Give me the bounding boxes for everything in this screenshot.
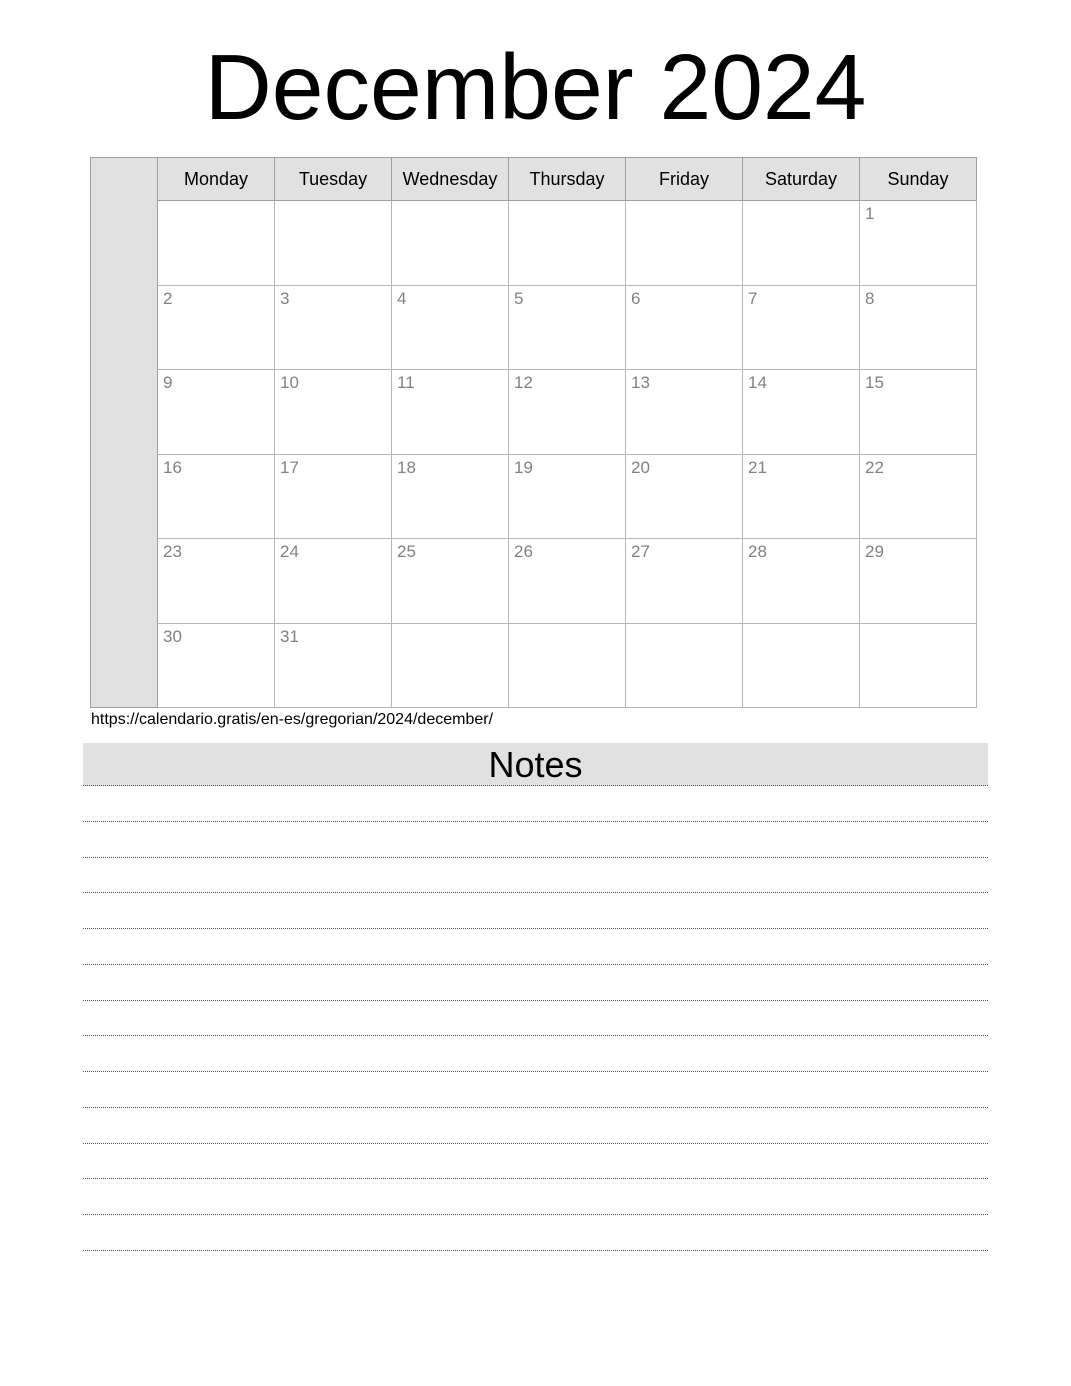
note-line: [83, 1072, 988, 1108]
day-header-thursday: Thursday: [509, 158, 626, 201]
calendar-day-cell: 16: [158, 454, 275, 539]
note-line: [83, 786, 988, 822]
notes-header: [83, 743, 988, 786]
calendar-day-cell: 21: [743, 454, 860, 539]
calendar-day-cell: 22: [860, 454, 977, 539]
calendar-day-cell: 20: [626, 454, 743, 539]
calendar-day-cell: 25: [392, 539, 509, 624]
note-line: [83, 929, 988, 965]
calendar-header-row: [91, 158, 977, 201]
calendar-week-row: [91, 285, 977, 370]
note-line: [83, 858, 988, 894]
calendar-day-cell: 4: [392, 285, 509, 370]
notes-lines: [83, 786, 988, 1251]
day-header-monday: Monday: [158, 158, 275, 201]
calendar-week-row: [91, 623, 977, 708]
day-header-saturday: Saturday: [743, 158, 860, 201]
note-line: [83, 1108, 988, 1144]
calendar-day-cell: 18: [392, 454, 509, 539]
day-header-wednesday: Wednesday: [392, 158, 509, 201]
calendar-day-cell: 31: [275, 623, 392, 708]
calendar-day-cell: 29: [860, 539, 977, 624]
calendar-day-cell: 1: [860, 201, 977, 286]
calendar-day-cell: 17: [275, 454, 392, 539]
note-line: [83, 1144, 988, 1180]
calendar-day-cell: 3: [275, 285, 392, 370]
note-line: [83, 1179, 988, 1215]
calendar-day-cell: 30: [158, 623, 275, 708]
note-line: [83, 893, 988, 929]
calendar-day-cell: [626, 201, 743, 286]
calendar-week-row: [91, 370, 977, 455]
calendar-day-cell: [392, 623, 509, 708]
calendar-day-cell: 6: [626, 285, 743, 370]
note-line: [83, 822, 988, 858]
calendar-day-cell: [626, 623, 743, 708]
calendar-day-cell: [860, 623, 977, 708]
calendar-day-cell: [509, 201, 626, 286]
calendar-table: [90, 157, 977, 708]
calendar-day-cell: 14: [743, 370, 860, 455]
calendar-day-cell: 8: [860, 285, 977, 370]
note-line: [83, 1215, 988, 1251]
calendar-week-row: [91, 454, 977, 539]
calendar-day-cell: 24: [275, 539, 392, 624]
note-line: [83, 965, 988, 1001]
calendar-day-cell: 5: [509, 285, 626, 370]
calendar-day-cell: 26: [509, 539, 626, 624]
calendar-day-cell: 7: [743, 285, 860, 370]
calendar-day-cell: [743, 201, 860, 286]
notes-title: Notes: [488, 744, 583, 785]
calendar-day-cell: 10: [275, 370, 392, 455]
calendar-week-row: [91, 539, 977, 624]
note-line: [83, 1036, 988, 1072]
calendar-week-row: [91, 201, 977, 286]
calendar-day-cell: 2: [158, 285, 275, 370]
day-header-sunday: Sunday: [860, 158, 977, 201]
source-url[interactable]: https://calendario.gratis/en-es/gregorian/2024/december/: [91, 711, 494, 728]
calendar-day-cell: 11: [392, 370, 509, 455]
calendar-day-cell: [392, 201, 509, 286]
calendar-day-cell: 12: [509, 370, 626, 455]
page-title: December 2024: [204, 35, 867, 139]
calendar-day-cell: [509, 623, 626, 708]
calendar-day-cell: 27: [626, 539, 743, 624]
day-header-friday: Friday: [626, 158, 743, 201]
calendar-day-cell: 28: [743, 539, 860, 624]
week-spacer-column: [91, 158, 158, 708]
calendar-day-cell: 9: [158, 370, 275, 455]
calendar-day-cell: [158, 201, 275, 286]
calendar-day-cell: [743, 623, 860, 708]
calendar-day-cell: 13: [626, 370, 743, 455]
calendar-day-cell: 19: [509, 454, 626, 539]
calendar-day-cell: 15: [860, 370, 977, 455]
calendar-day-cell: 23: [158, 539, 275, 624]
notes-section: [83, 743, 988, 1251]
day-header-tuesday: Tuesday: [275, 158, 392, 201]
note-line: [83, 1001, 988, 1037]
calendar-day-cell: [275, 201, 392, 286]
